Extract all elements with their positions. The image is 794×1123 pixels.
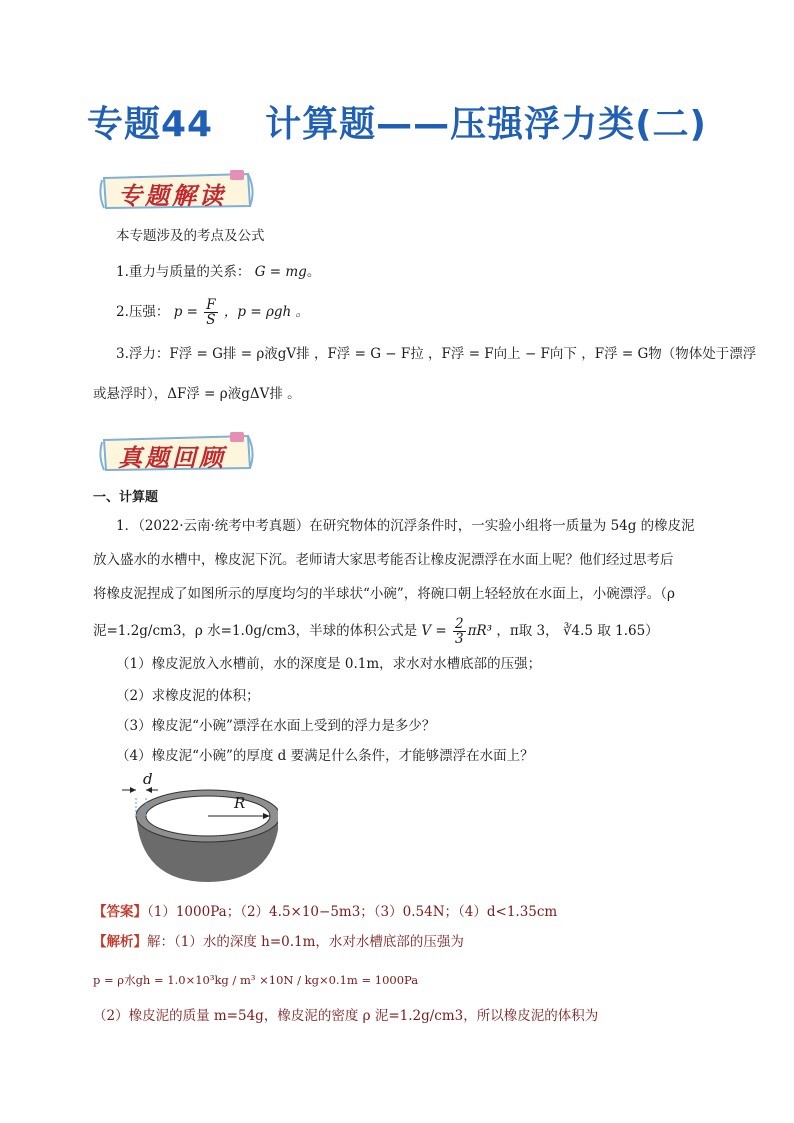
banner-topic-interpretation	[98, 170, 256, 210]
question-line-3: 将橡皮泥捏成了如图所示的厚度均匀的半球状“小碗”，将碗口朝上轻轻放在水面上，小碗漂浮。（ρ	[93, 586, 675, 602]
bowl-figure	[118, 770, 278, 890]
banner-text: 真题回顾	[118, 444, 226, 472]
intro-item-1: 1.重力与质量的关系： G = mg。	[116, 264, 321, 280]
page-title	[0, 96, 794, 147]
analysis-label: 【解析】	[93, 934, 147, 950]
analysis-line	[93, 932, 464, 952]
banner-past-exam-review	[98, 432, 256, 472]
answer-label: 【答案】	[93, 904, 147, 920]
hemisphere-bowl-icon	[118, 770, 278, 890]
sub-question-3: （3）橡皮泥“小碗”漂浮在水面上受到的浮力是多少？	[116, 718, 436, 734]
title-part1: 专题44	[86, 104, 214, 145]
question-line-1: 1．（2022·云南·统考中考真题）在研究物体的沉浮条件时，一实验小组将一质量为 54g 的橡皮泥	[116, 518, 695, 534]
fraction-two-thirds: $\frac{2}{3}$	[455, 616, 464, 647]
formula-pressure: p = ρ水gh = 1.0×10³kg / m³ ×10N / kg×0.1m = 1000Pa	[93, 973, 419, 987]
intro-heading: 本专题涉及的考点及公式	[116, 228, 265, 244]
section-heading: 一、计算题	[93, 490, 159, 505]
title-part2: 计算题——压强浮力类(二)	[265, 104, 708, 145]
analysis-line-2: （2）橡皮泥的质量 m=54g，橡皮泥的密度 ρ 泥=1.2g/cm3，所以橡皮泥的体积为	[93, 1008, 599, 1024]
banner-text: 专题解读	[118, 182, 226, 210]
intro-item-3-line1: 3.浮力：F浮 = G排 = ρ液gV排 ，F浮 = G − F拉 ，F浮 = F向上 − F向下 ，F浮 = G物（物体处于漂浮	[116, 346, 757, 362]
sub-question-1: （1）橡皮泥放入水槽前，水的深度是 0.1m，求水对水槽底部的压强；	[116, 656, 542, 672]
intro-item-3-line2: 或悬浮时），ΔF浮 = ρ液gΔV排 。	[93, 386, 301, 402]
label-R: R	[234, 794, 246, 812]
sub-question-4: （4）橡皮泥“小碗”的厚度 d 要满足什么条件，才能够漂浮在水面上？	[116, 748, 534, 764]
question-line-4: 泥=1.2g/cm3，ρ 水=1.0g/cm3，半球的体积公式是 V = $\frac{2}{3}$ πR³ ，π取 3， ∛4.5 取 1.65）	[93, 616, 659, 647]
question-line-2: 放入盛水的水槽中，橡皮泥下沉。老师请大家思考能否让橡皮泥漂浮在水面上呢？他们经过思考后	[93, 552, 674, 568]
answer-text: （1）1000Pa；（2）4.5×10−5m3；（3）0.54N；（4）d<1.35cm	[147, 904, 558, 920]
sub-question-2: （2）求橡皮泥的体积；	[116, 688, 260, 704]
fraction-f-over-s: $\frac{F}{S}$	[206, 297, 216, 328]
label-d: d	[143, 770, 153, 788]
intro-item-2: 2.压强： p = $\frac{F}{S}$ ，p = ρgh 。	[116, 297, 310, 328]
answer-line	[93, 902, 557, 922]
analysis-text: 解：（1）水的深度 h=0.1m，水对水槽底部的压强为	[147, 934, 464, 950]
